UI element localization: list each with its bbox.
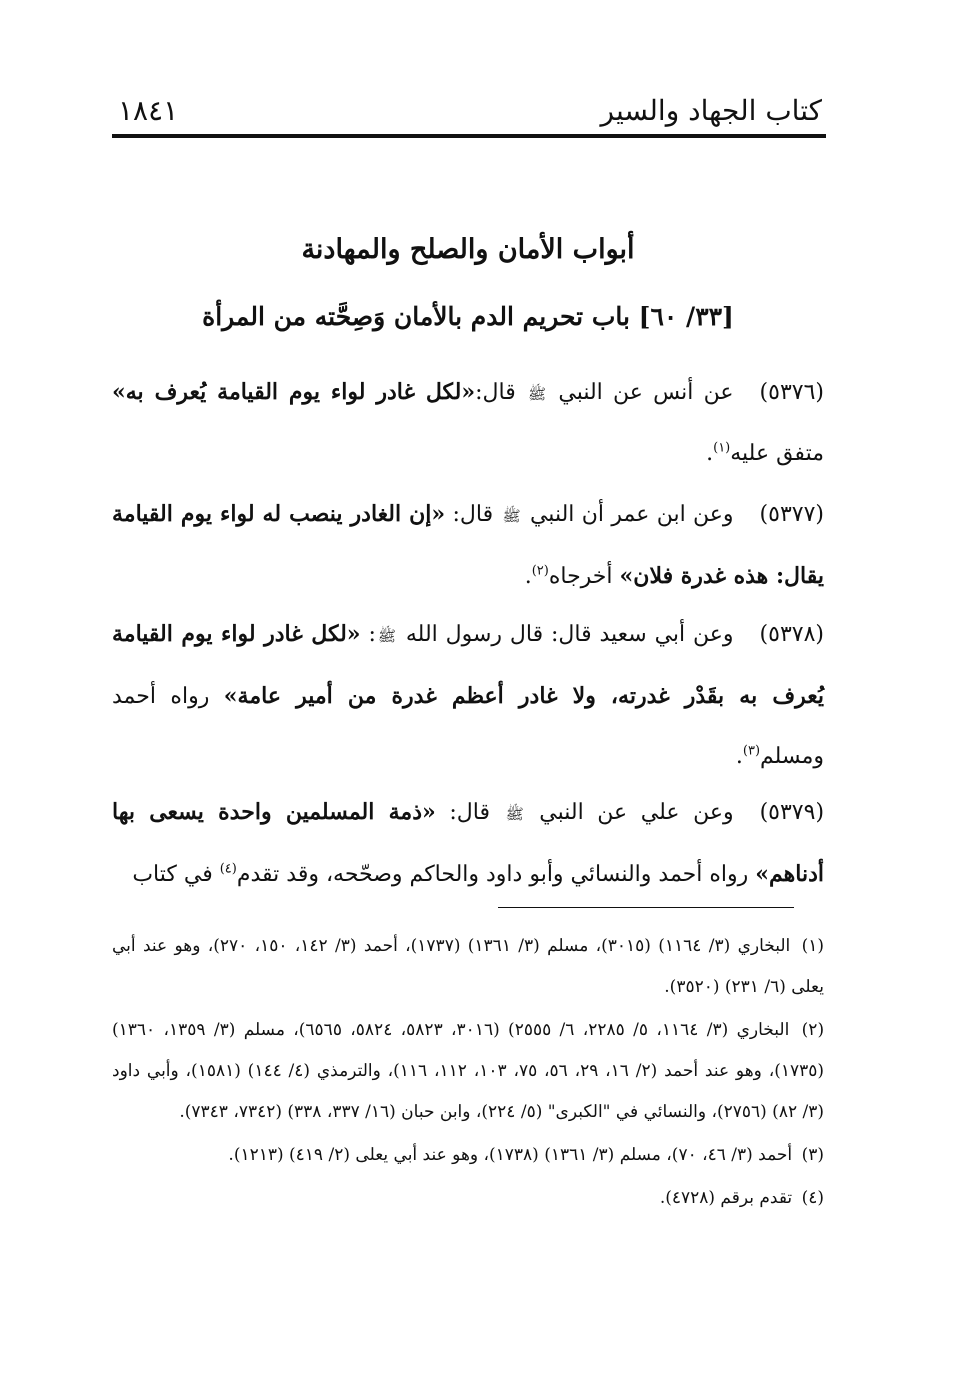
page-number: ١٨٤١ <box>118 94 179 127</box>
footnote-2 <box>112 1010 824 1133</box>
hadith-intro: وعن علي عن النبي <box>539 800 734 825</box>
hadith-end: . <box>706 441 714 466</box>
hadith-source: رواه أحمد والنسائي وأبو داود والحاكم وصحّحه، وقد تقدم <box>236 862 749 887</box>
footnote-text: أحمد (٣/ ٤٦، ٧٠)، مسلم (٣/ ١٣٦١) (١٧٣٨)، وهو عند أبي يعلى (٢/ ٤١٩) (١٢١٣). <box>228 1145 793 1165</box>
salawat-glyph: ﷺ <box>528 385 547 403</box>
hadith-source: متفق عليه <box>730 441 824 466</box>
hadith-intro: وعن ابن عمر أن النبي <box>529 502 734 527</box>
hadith-after: قال: <box>475 380 516 405</box>
book-title: كتاب الجهاد والسير <box>600 94 822 127</box>
hadith-5376 <box>112 362 824 484</box>
footnote-text: تقدم برقم (٤٧٢٨). <box>659 1188 793 1208</box>
footnote-text: البخاري (٣/ ١١٦٤، ٥/ ٢٢٨٥، ٦/ ٢٥٥٥) (٣٠١٦، ٥٨٢٣، ٥٨٢٤، ٦٥٦٥)، مسلم (٣/ ١٣٥٩، ١٣٦٠) (١٧٣٥)، وهو عند أحمد (٢/ ١٦، ٢٩، ٥٦، ٧٥، ١٠٣، ١١٢، ١١٦)، والترمذي (٤/ ١٤٤) (١٥٨١)، وأبي داود (٣/ ٨٢) (٢٧٥٦)، والنسائي في "الكبرى" (٥/ ٢٢٤)، وابن حبان (١٦/ ٣٣٧، ٣٣٨) (٧٣٤٢، ٧٣٤٣). <box>112 1020 824 1122</box>
chapter-title: [٣٣/ ٦٠] باب تحريم الدم بالأمان وَصِحَّته من المرأة <box>202 302 734 331</box>
footnote-4 <box>112 1178 824 1219</box>
footnotes <box>112 926 824 1221</box>
footnote-1 <box>112 926 824 1008</box>
footnote-ref[interactable]: (٣) <box>742 743 761 759</box>
hadith-number: (٥٣٧٧) <box>759 502 824 527</box>
salawat-glyph: ﷺ <box>377 627 396 645</box>
footnote-text: البخاري (٣/ ١١٦٤) (٣٠١٥)، مسلم (٣/ ١٣٦١) (١٧٣٧)، أحمد (٣/ ١٤٢، ١٥٠، ٢٧٠)، وهو عند أبي يعلى (٦/ ٢٣١) (٣٥٢٠). <box>112 936 824 997</box>
hadith-5378 <box>112 604 824 787</box>
hadith-matn: «لكل غادر لواء يوم القيامة يُعرف به بقَدْر غدرته، ولا غادر أعظم غدرة من أمير عامة» <box>112 621 825 709</box>
footnote-ref[interactable]: (٤) <box>219 861 237 877</box>
hadith-5377 <box>112 484 824 607</box>
footnote-ref[interactable]: (٢) <box>531 563 549 579</box>
footnote-separator <box>498 907 794 908</box>
hadith-matn: «لكل غادر لواء يوم القيامة يُعرف به» <box>112 379 476 405</box>
hadith-end: . <box>735 744 743 769</box>
footnote-ref[interactable]: (١) <box>713 440 731 456</box>
hadith-after: قال: <box>452 502 494 527</box>
hadith-matn: «ذمة المسلمين واحدة يسعى بها أدناهم» <box>112 799 824 887</box>
hadith-source: رواه أحمد ومسلم <box>112 684 824 769</box>
salawat-glyph: ﷺ <box>502 507 521 525</box>
hadith-end: . <box>524 564 532 589</box>
hadith-number: (٥٣٧٩) <box>759 800 825 825</box>
section-title: أبواب الأمان والصلح والمهادنة <box>301 234 635 265</box>
footnote-mark: (٣) <box>801 1145 824 1165</box>
footnote-3 <box>112 1135 824 1176</box>
hadith-source: أخرجاه <box>548 564 613 589</box>
salawat-glyph: ﷺ <box>505 805 524 823</box>
hadith-number: (٥٣٧٨) <box>759 622 824 647</box>
hadith-5379 <box>112 782 824 905</box>
hadith-end: في كتاب <box>132 862 220 887</box>
footnote-mark: (٢) <box>801 1020 825 1040</box>
footnote-mark: (١) <box>801 936 825 956</box>
running-header <box>112 88 824 132</box>
hadith-intro: وعن أبي سعيد قال: قال رسول الله <box>405 622 734 647</box>
hadith-number: (٥٣٧٦) <box>759 380 824 405</box>
hadith-matn: «إن الغادر ينصب له لواء يوم القيامة يقال: هذه غدرة فلان» <box>112 501 824 589</box>
hadith-after: قال: <box>449 800 490 825</box>
footnote-mark: (٤) <box>801 1188 824 1208</box>
hadith-after: : <box>368 622 376 647</box>
hadith-intro: عن أنس عن النبي <box>558 380 734 405</box>
header-rule <box>112 134 826 138</box>
